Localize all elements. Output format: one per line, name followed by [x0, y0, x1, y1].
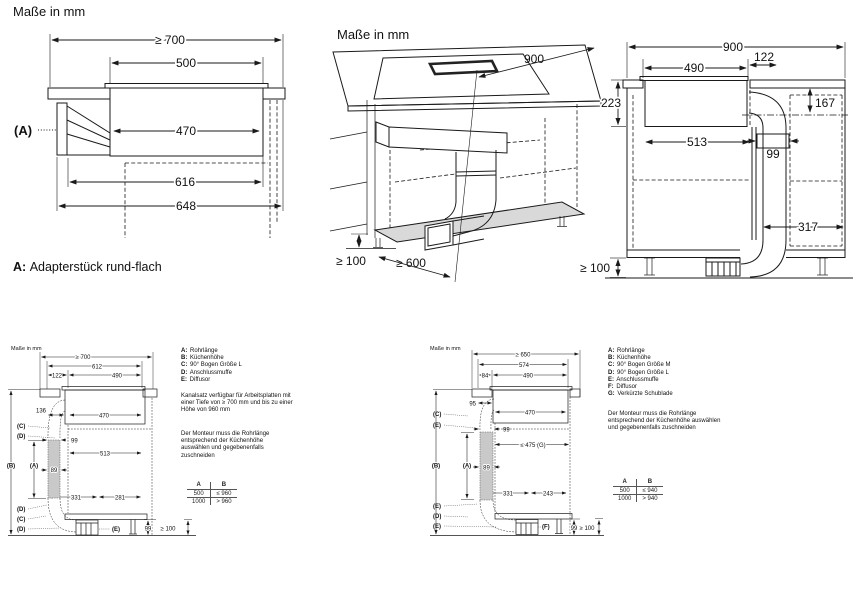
legend-key: E: — [181, 376, 187, 383]
bottomright-table — [613, 479, 663, 502]
dim-rear: 317 — [797, 220, 819, 234]
dimension-lines — [436, 354, 599, 535]
hob-body — [493, 390, 568, 423]
worktop-right — [750, 80, 845, 88]
label-d1: (D) — [17, 434, 26, 440]
dim-overall-depth: ≥ 700 — [155, 33, 185, 47]
label-d3: (D) — [17, 527, 26, 533]
legend-text: Anschlussmuffe — [189, 369, 232, 376]
cell: ≤ 940 — [637, 487, 663, 495]
legend-text: 90° Bogen Größe M — [617, 362, 671, 369]
cell: 1000 — [618, 495, 632, 502]
legend-text: Verkürzte Schublade — [617, 391, 673, 398]
bottomleft-note-kanalsatz: Kanalsatz verfügbar für Arbeitsplatten mit einer Tiefe von ≥ 700 mm und bis zu einer Höhe von 960 mm — [181, 393, 293, 414]
dim-left: 95 — [469, 401, 476, 408]
cell: > 940 — [637, 495, 663, 503]
dim-clearance: ≥ 100 — [580, 261, 610, 275]
adapter-flat-round — [57, 103, 110, 155]
legend-item — [608, 384, 730, 391]
label-e3: (E) — [433, 524, 441, 530]
panel-topright-drawing — [580, 20, 855, 300]
legend-item — [181, 362, 301, 369]
legend-item — [181, 377, 301, 384]
legend-text: 90° Bogen Größe L — [190, 362, 242, 369]
cabinet-hidden-edges — [495, 397, 570, 535]
cabinet-leg — [555, 519, 563, 534]
label-c2: (C) — [17, 517, 26, 523]
legend-item — [181, 355, 301, 362]
dim-duct-center: 167 — [815, 96, 836, 110]
label-b: (B) — [431, 463, 441, 470]
label-leaders — [28, 426, 110, 529]
cabinet-base — [65, 514, 147, 520]
hob-body — [645, 81, 747, 127]
label-a: (A) — [14, 123, 33, 138]
cell: 500 — [187, 490, 211, 498]
bottomright-note-monteur: Der Monteur muss die Rohrlänge entsprechend der Küchenhöhe auswählen und gegebenenfalls zuschneiden — [608, 411, 721, 432]
dim-plinth: 99 — [144, 526, 152, 533]
legend-text: Anschlussmuffe — [616, 376, 659, 383]
legend-text: Rohrlänge — [190, 348, 218, 354]
extension-lines — [8, 352, 192, 520]
legend-item — [608, 362, 730, 369]
dim-clearance: ≥ 100 — [160, 526, 176, 533]
table-row — [613, 495, 663, 503]
label-e: (E) — [112, 527, 120, 533]
legend-text: Rohrlänge — [617, 348, 645, 354]
label-e1: (E) — [433, 423, 441, 429]
caption-key: A: — [13, 260, 27, 274]
dim-cutout: 500 — [175, 56, 197, 70]
dim-offset: 122 — [753, 50, 775, 64]
dashed-clearance — [125, 100, 277, 238]
worktop — [48, 88, 285, 99]
label-e2: (E) — [433, 504, 441, 510]
legend-text: 90° Bogen Größe L — [617, 369, 669, 376]
cabinet-hidden-edges — [68, 398, 152, 535]
bottomleft-table — [187, 482, 237, 505]
panel-topleft-drawing — [0, 0, 310, 300]
legend-key: A: — [181, 348, 188, 354]
dimension-lines — [11, 357, 188, 535]
cell: 500 — [613, 487, 637, 495]
legend-item — [608, 355, 730, 362]
table-header-a: A — [613, 479, 637, 487]
dim-inner: 470 — [98, 413, 110, 420]
dim-cutout: 490 — [683, 61, 705, 75]
dim-outer: 612 — [91, 364, 103, 371]
cabinet-base — [627, 250, 845, 258]
cabinet-left-side — [330, 100, 375, 238]
dim-duct-width: 89 — [50, 468, 58, 474]
label-d: (D) — [433, 514, 442, 520]
label-a: (A) — [462, 463, 472, 470]
dim-duct-top: 99 — [71, 438, 78, 445]
extension-lines — [433, 350, 603, 519]
panel-title: Maße in mm — [13, 4, 86, 19]
legend-key: G: — [608, 391, 615, 398]
table-row — [187, 490, 237, 498]
base-shelf — [375, 202, 584, 242]
legend-item — [181, 348, 301, 355]
panel-bottomleft-drawing — [5, 338, 200, 548]
panel-bottomright-drawing — [425, 338, 625, 548]
panel-topleft-caption — [13, 260, 162, 274]
diffuser-box — [425, 221, 453, 250]
dim-outer: 574 — [518, 363, 530, 369]
legend-key: B: — [608, 355, 615, 362]
hob-body — [110, 88, 263, 156]
dim-overall: ≥ 650 — [515, 352, 531, 359]
label-f: (F) — [542, 524, 550, 531]
dim-run-left: 331 — [502, 491, 514, 498]
legend-text: Diffusor — [189, 376, 211, 383]
clearance-bottom-dim — [351, 234, 368, 247]
legend-text: Küchenhöhe — [617, 355, 651, 362]
legend-item — [608, 391, 730, 398]
dim-hob-width: 513 — [99, 451, 111, 458]
dim-lowest: 648 — [175, 199, 197, 213]
hob-flange — [62, 387, 145, 391]
legend-key: D: — [608, 369, 615, 376]
dim-hob-width: 513 — [686, 135, 708, 149]
extension-lines — [610, 42, 845, 278]
legend-key: E: — [608, 376, 614, 383]
cabinet-leg — [129, 520, 137, 535]
label-d2: (D) — [17, 507, 26, 513]
hob-flange — [490, 387, 572, 391]
legend-key: C: — [181, 362, 188, 369]
bottom-bend — [480, 500, 516, 532]
legend-text: Diffusor — [616, 384, 637, 391]
hob-flange — [640, 77, 748, 81]
dim-overall: ≥ 700 — [75, 355, 91, 361]
label-a: (A) — [29, 463, 39, 470]
dim-duct-top: 99 — [503, 427, 510, 434]
table-header-b: B — [211, 482, 237, 490]
panel-title: Maße in mm — [11, 346, 42, 352]
dim-depth: 900 — [523, 52, 545, 66]
dim-duct: 99 — [766, 147, 780, 161]
diffuser-box — [76, 520, 98, 535]
dim-duct-width: 89 — [483, 465, 490, 472]
panel-title: Maße in mm — [337, 27, 410, 42]
top-bend — [48, 400, 65, 438]
hob-outline — [374, 54, 549, 99]
legend-item — [181, 370, 301, 377]
dim-clearance-depth: ≥ 600 — [396, 256, 426, 270]
cell: 1000 — [192, 498, 206, 505]
worktop-left — [623, 80, 643, 88]
legend-key: B: — [181, 355, 188, 362]
table-row — [187, 498, 237, 506]
worktop-left — [40, 389, 60, 397]
legend-item — [608, 348, 730, 355]
legend-key: D: — [181, 369, 188, 376]
dimension-lines — [618, 47, 843, 276]
label-c1: (C) — [17, 424, 26, 430]
duct-run — [749, 92, 786, 240]
worktop-left — [472, 389, 492, 397]
diffuser-box — [516, 520, 538, 535]
label-b: (B) — [6, 463, 16, 470]
cabinet-base — [495, 514, 572, 520]
dim-cutout: 490 — [522, 373, 534, 380]
dim-lower: 616 — [174, 175, 196, 189]
legend-key: A: — [608, 348, 615, 354]
caption-text: Adapterstück rund-flach — [29, 260, 162, 274]
dim-plinth: 99 — [570, 526, 578, 532]
dim-offset: 84 — [481, 373, 489, 380]
bottomleft-legend — [181, 348, 301, 384]
dim-run-right: 243 — [542, 491, 554, 498]
dim-run-right: 281 — [114, 495, 126, 502]
table-header-b: B — [637, 479, 663, 487]
legend-text: Küchenhöhe — [190, 355, 224, 362]
dim-clearance-bottom: ≥ 100 — [336, 254, 366, 268]
legend-key: C: — [608, 362, 615, 369]
legend-key: F: — [608, 384, 614, 391]
table-row — [613, 487, 663, 495]
dim-clearance: ≥ 100 — [579, 526, 595, 532]
worktop-top — [333, 45, 601, 106]
top-bend — [480, 399, 494, 430]
panel-title: Maße in mm — [430, 346, 461, 352]
panel-perspective-drawing — [325, 15, 610, 305]
table-header-a: A — [187, 482, 211, 490]
cell: > 960 — [211, 498, 237, 506]
bottom-bend — [48, 498, 76, 532]
extension-lines — [50, 34, 283, 211]
dim-overall-width: 900 — [722, 40, 744, 54]
dim-left: 136 — [35, 408, 46, 415]
dim-inner: 470 — [524, 410, 536, 417]
bottomright-legend — [608, 348, 730, 398]
diffuser-box — [706, 258, 740, 276]
connection-sleeve — [757, 134, 789, 148]
dim-drawer: ≤ 475 (G) — [520, 443, 546, 449]
dimension-lines — [52, 40, 281, 206]
legend-item — [608, 370, 730, 377]
vent-slot — [430, 61, 497, 74]
dim-inner: 470 — [175, 124, 197, 138]
dim-cutout: 490 — [111, 373, 123, 380]
legend-item — [608, 377, 730, 384]
dim-hob-height: 223 — [600, 96, 622, 110]
cell: ≤ 960 — [211, 490, 237, 498]
hob-carcass — [376, 122, 507, 153]
dim-offset: 122 — [51, 373, 63, 380]
bottomleft-note-monteur: Der Monteur muss die Rohrlänge entsprechend der Küchenhöhe auswählen und gegebenenfalls zuschneiden — [181, 431, 270, 459]
worktop-front-edge — [348, 101, 601, 111]
dim-run-left: 331 — [70, 495, 82, 502]
hob-flange — [105, 84, 268, 89]
label-c: (C) — [433, 412, 442, 418]
